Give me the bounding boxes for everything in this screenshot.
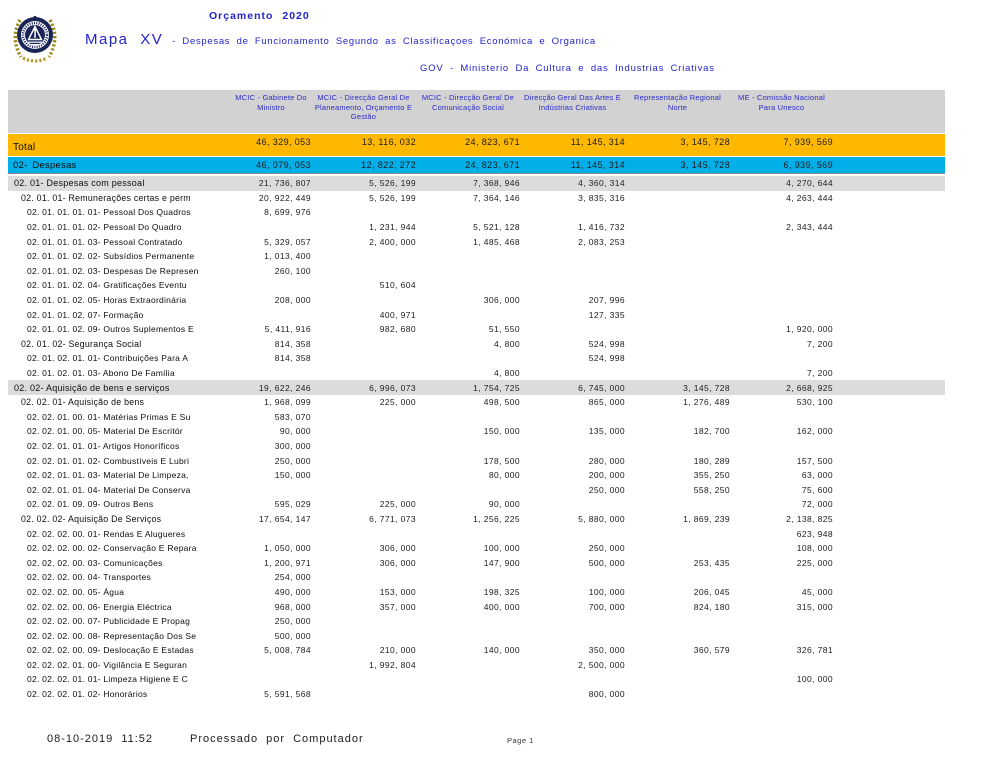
footer-page-number: Page 1: [507, 736, 534, 745]
table-row: [8, 585, 945, 600]
row-label: 02. 01. 01- Remunerações certas e perm: [21, 192, 191, 203]
cell-value: 5, 880, 000: [578, 513, 625, 524]
cell-value: 530, 100: [796, 397, 833, 408]
cell-value: 326, 781: [796, 645, 833, 656]
cell-value: 5, 526, 199: [369, 178, 416, 189]
row-label: 02. 02. 02. 00. 08- Representação Dos Se: [27, 630, 197, 641]
cell-value: 4, 263, 444: [786, 192, 833, 203]
cell-value: 225, 000: [796, 557, 833, 568]
row-label: 02. 02. 02. 00. 06- Energia Eléctrica: [27, 601, 172, 612]
header-filler: [833, 90, 945, 93]
cell-value: 7, 200: [806, 338, 833, 349]
cell-value: 250, 000: [274, 616, 311, 627]
row-label: 02. 01. 01. 02. 02- Subsídios Permanente: [27, 251, 195, 262]
cell-value: 5, 526, 199: [369, 192, 416, 203]
cell-value: 100, 000: [796, 674, 833, 685]
cell-value: 800, 000: [588, 689, 625, 700]
total-value: 46, 329, 053: [256, 137, 311, 147]
cell-value: 72, 000: [801, 499, 833, 510]
cell-value: 210, 000: [379, 645, 416, 656]
total-value: 7, 939, 569: [783, 137, 833, 147]
column-header: MCIC - Direcção Geral De Comunicação Social: [421, 93, 515, 112]
cell-value: 140, 000: [483, 645, 520, 656]
cell-value: 300, 000: [274, 440, 311, 451]
cell-value: 2, 500, 000: [578, 659, 625, 670]
cell-value: 5, 521, 128: [473, 222, 520, 233]
row-label: 02. 01. 02- Segurança Social: [21, 338, 142, 349]
cell-value: 524, 998: [588, 353, 625, 364]
label-column-header: [8, 90, 231, 93]
cell-value: 558, 250: [693, 484, 730, 495]
cell-value: 350, 000: [588, 645, 625, 656]
row-label: 02. 02. 01- Aquisição de bens: [21, 397, 145, 408]
table-row: [8, 234, 945, 249]
table-row: [8, 424, 945, 439]
despesas-label: 02- Despesas: [13, 159, 77, 171]
table-row: [8, 570, 945, 585]
row-label: 02. 02. 02. 00. 09- Deslocação E Estadas: [27, 645, 194, 656]
table-row: [8, 191, 945, 206]
total-row: [8, 134, 945, 156]
row-label: 02. 02. 01. 00. 05- Material De Escritór: [27, 426, 183, 437]
row-label: 02. 02. 02. 01. 01- Limpeza Higiene E C: [27, 674, 188, 685]
row-label: 02. 02. 02. 00. 03- Comunicações: [27, 557, 163, 568]
table-row: [8, 351, 945, 366]
total-value: 11, 145, 314: [570, 137, 625, 147]
cell-value: 400, 971: [379, 309, 416, 320]
cell-value: 5, 008, 784: [264, 645, 311, 656]
cell-value: 206, 045: [693, 586, 730, 597]
cell-value: 982, 680: [379, 324, 416, 335]
cell-value: 306, 000: [379, 543, 416, 554]
table-row: [8, 176, 945, 191]
row-label: 02. 02. 01. 00. 01- Matérias Primas E Su: [27, 411, 191, 422]
cell-value: 1, 754, 725: [473, 382, 520, 393]
map-title-line: [85, 31, 596, 48]
row-label: 02. 01. 02. 01. 03- Abono De Família: [27, 368, 175, 379]
cell-value: 865, 000: [588, 397, 625, 408]
cell-value: 968, 000: [274, 601, 311, 612]
cell-value: 5, 591, 568: [264, 689, 311, 700]
cell-value: 90, 000: [279, 426, 311, 437]
table-row: [8, 439, 945, 454]
cell-value: 208, 000: [274, 295, 311, 306]
row-label: 02. 01. 02. 01. 01- Contribuições Para A: [27, 353, 189, 364]
row-label: 02. 02. 02. 00. 05- Água: [27, 586, 125, 597]
total-value: 3, 145, 728: [680, 137, 730, 147]
table-row: [8, 395, 945, 410]
cell-value: 150, 000: [274, 470, 311, 481]
cell-value: 182, 700: [693, 426, 730, 437]
table-body: [8, 176, 945, 701]
despesas-value: 46, 079, 053: [256, 160, 311, 170]
cell-value: 357, 000: [379, 601, 416, 612]
cell-value: 6, 771, 073: [369, 513, 416, 524]
despesas-value: 3, 145, 728: [680, 160, 730, 170]
cell-value: 127, 335: [588, 309, 625, 320]
cape-verde-emblem-logo: [9, 8, 61, 69]
row-label: 02. 01. 01. 01. 02- Pessoal Do Quadro: [27, 222, 182, 233]
table-row: [8, 497, 945, 512]
cell-value: 1, 920, 000: [786, 324, 833, 335]
row-label: 02. 02. 02. 01. 00- Vigilância E Seguran: [27, 659, 188, 670]
cell-value: 250, 000: [588, 543, 625, 554]
row-label: 02. 01. 01. 01. 01- Pessoal Dos Quadros: [27, 207, 191, 218]
row-label: 02. 02. 02. 01. 02- Honorários: [27, 689, 148, 700]
cell-value: 1, 200, 971: [264, 557, 311, 568]
row-label: 02. 02. 01. 09. 09- Outros Bens: [27, 499, 154, 510]
column-header: MCIC - Direcção Geral De Planeamento, Orçamento E Gestão: [314, 93, 413, 121]
table-row: [8, 453, 945, 468]
table-row: [8, 205, 945, 220]
table-row: [8, 687, 945, 702]
cell-value: 1, 276, 489: [683, 397, 730, 408]
cell-value: 253, 435: [693, 557, 730, 568]
cell-value: 3, 145, 728: [683, 382, 730, 393]
row-label: 02. 02. 01. 01. 04- Material De Conserva: [27, 484, 191, 495]
cell-value: 280, 000: [588, 455, 625, 466]
cell-value: 178, 500: [483, 455, 520, 466]
row-label: 02. 01. 01. 02. 03- Despesas De Represen: [27, 265, 199, 276]
row-label: 02. 01. 01. 02. 09- Outros Suplementos E: [27, 324, 194, 335]
table-row: [8, 599, 945, 614]
table-row: [8, 628, 945, 643]
column-header: ME - Comissão Nacional Para Unesco: [738, 93, 825, 112]
cell-value: 814, 358: [274, 353, 311, 364]
cell-value: 524, 998: [588, 338, 625, 349]
cell-value: 250, 000: [274, 455, 311, 466]
table-row: [8, 264, 945, 279]
row-filler: [833, 134, 945, 137]
cell-value: 7, 368, 946: [473, 178, 520, 189]
cell-value: 6, 745, 000: [578, 382, 625, 393]
table-row: [8, 380, 945, 395]
despesas-value: 6, 939, 569: [783, 160, 833, 170]
cell-value: 1, 416, 732: [578, 222, 625, 233]
table-row: [8, 526, 945, 541]
table-row: [8, 468, 945, 483]
cell-value: 51, 550: [488, 324, 520, 335]
column-header: Direcção Geral Das Artes E Indústrias Criativas: [524, 93, 621, 112]
cell-value: 1, 256, 225: [473, 513, 520, 524]
cell-value: 4, 360, 314: [578, 178, 625, 189]
row-label: 02. 02. 01. 01. 01- Artigos Honoríficos: [27, 440, 180, 451]
cell-value: 2, 138, 825: [786, 513, 833, 524]
cell-value: 135, 000: [588, 426, 625, 437]
table-row: [8, 658, 945, 673]
table-row: [8, 555, 945, 570]
cell-value: 3, 835, 316: [578, 192, 625, 203]
table-row: [8, 220, 945, 235]
table-row: [8, 337, 945, 352]
cell-value: 100, 000: [588, 586, 625, 597]
table-row: [8, 307, 945, 322]
cell-value: 1, 231, 944: [369, 222, 416, 233]
cell-value: 254, 000: [274, 572, 311, 583]
emblem-icon: [9, 8, 61, 64]
total-value: 13, 116, 032: [361, 137, 416, 147]
total-label: Total: [13, 142, 36, 153]
cell-value: 7, 200: [806, 368, 833, 379]
cell-value: 200, 000: [588, 470, 625, 481]
cell-value: 147, 900: [483, 557, 520, 568]
cell-value: 5, 329, 057: [264, 236, 311, 247]
map-number: Mapa XV: [85, 31, 164, 48]
row-label: 02. 02. 01. 01. 03- Material De Limpeza,: [27, 470, 189, 481]
table-row: [8, 541, 945, 556]
cell-value: 21, 736, 807: [258, 178, 311, 189]
cell-value: 700, 000: [588, 601, 625, 612]
table-row: [8, 614, 945, 629]
cell-value: 225, 000: [379, 499, 416, 510]
cell-value: 306, 000: [483, 295, 520, 306]
row-label: 02. 01. 01. 02. 07- Formação: [27, 309, 144, 320]
table-row: [8, 482, 945, 497]
column-header: MCIC - Gabinete Do Ministro: [235, 93, 307, 112]
cell-value: 510, 604: [379, 280, 416, 291]
table-row: [8, 366, 945, 381]
total-value: 24, 823, 671: [465, 137, 520, 147]
row-label: 02. 02. 01. 01. 02- Combustíveis E Lubri: [27, 455, 190, 466]
cell-value: 498, 500: [483, 397, 520, 408]
ministry-line: GOV - Ministerio Da Cultura e das Industrias Criativas: [420, 63, 715, 74]
cell-value: 360, 579: [693, 645, 730, 656]
cell-value: 100, 000: [483, 543, 520, 554]
cell-value: 1, 485, 468: [473, 236, 520, 247]
cell-value: 5, 411, 916: [264, 324, 311, 335]
cell-value: 90, 000: [488, 499, 520, 510]
cell-value: 157, 500: [796, 455, 833, 466]
despesas-value: 12, 822, 272: [361, 160, 416, 170]
cell-value: 17, 654, 147: [258, 513, 311, 524]
table-row: [8, 293, 945, 308]
cell-value: 583, 070: [274, 411, 311, 422]
cell-value: 595, 029: [274, 499, 311, 510]
footer-datetime: 08-10-2019 11:52: [47, 733, 154, 745]
cell-value: 2, 083, 253: [578, 236, 625, 247]
row-label: 02. 01. 01. 01. 03- Pessoal Contratado: [27, 236, 183, 247]
cell-value: 2, 343, 444: [786, 222, 833, 233]
table-row: [8, 278, 945, 293]
row-label: 02. 02. 02. 00. 04- Transportes: [27, 572, 151, 583]
cell-value: 4, 270, 644: [786, 178, 833, 189]
cell-value: 7, 364, 146: [473, 192, 520, 203]
document-title: Orçamento 2020: [209, 10, 310, 22]
cell-value: 162, 000: [796, 426, 833, 437]
cell-value: 1, 013, 400: [264, 251, 311, 262]
cell-value: 1, 869, 239: [683, 513, 730, 524]
cell-value: 814, 358: [274, 338, 311, 349]
cell-value: 80, 000: [488, 470, 520, 481]
cell-value: 198, 325: [483, 586, 520, 597]
cell-value: 207, 996: [588, 295, 625, 306]
budget-table: [8, 90, 945, 701]
cell-value: 500, 000: [588, 557, 625, 568]
cell-value: 250, 000: [588, 484, 625, 495]
row-label: 02. 02. 02. 00. 01- Rendas E Alugueres: [27, 528, 186, 539]
row-label: 02. 01. 01. 02. 04- Gratificações Eventu: [27, 280, 187, 291]
cell-value: 2, 668, 925: [786, 382, 833, 393]
row-label: 02. 02. 02- Aquisição De Serviços: [21, 513, 162, 524]
cell-value: 315, 000: [796, 601, 833, 612]
despesas-value: 24, 823, 671: [465, 160, 520, 170]
cell-value: 824, 180: [693, 601, 730, 612]
table-row: [8, 249, 945, 264]
map-description: - Despesas de Funcionamento Segundo as Classificaçoes Económica e Organica: [172, 36, 596, 47]
cell-value: 45, 000: [801, 586, 833, 597]
cell-value: 180, 289: [693, 455, 730, 466]
table-header-row: [8, 90, 945, 133]
cell-value: 4, 800: [493, 368, 520, 379]
cell-value: 20, 922, 449: [258, 192, 311, 203]
cell-value: 153, 000: [379, 586, 416, 597]
column-header: Representação Regional Norte: [634, 93, 721, 112]
cell-value: 8, 699, 976: [264, 207, 311, 218]
cell-value: 150, 000: [483, 426, 520, 437]
row-label: 02. 02. 02. 00. 02- Conservação E Repara: [27, 543, 197, 554]
cell-value: 75, 600: [801, 484, 833, 495]
cell-value: 6, 996, 073: [369, 382, 416, 393]
despesas-row: [8, 157, 945, 174]
cell-value: 1, 050, 000: [264, 543, 311, 554]
cell-value: 2, 400, 000: [369, 236, 416, 247]
row-label: 02. 02- Aquisição de bens e serviços: [14, 382, 170, 393]
cell-value: 1, 992, 804: [369, 659, 416, 670]
cell-value: 1, 968, 099: [264, 397, 311, 408]
cell-value: 306, 000: [379, 557, 416, 568]
cell-value: 500, 000: [274, 630, 311, 641]
table-row: [8, 512, 945, 527]
cell-value: 400, 000: [483, 601, 520, 612]
cell-value: 260, 100: [274, 265, 311, 276]
despesas-value: 11, 145, 314: [570, 160, 625, 170]
table-row: [8, 410, 945, 425]
table-row: [8, 643, 945, 658]
footer-processed-by: Processado por Computador: [190, 733, 364, 745]
cell-value: 225, 000: [379, 397, 416, 408]
cell-value: 623, 948: [796, 528, 833, 539]
row-label: 02. 01. 01. 02. 05- Horas Extraordinária: [27, 295, 187, 306]
cell-value: 490, 000: [274, 586, 311, 597]
cell-value: 355, 250: [693, 470, 730, 481]
table-row: [8, 322, 945, 337]
row-label: 02. 02. 02. 00. 07- Publicidade E Propag: [27, 616, 191, 627]
cell-value: 4, 800: [493, 338, 520, 349]
cell-value: 19, 622, 246: [258, 382, 311, 393]
cell-value: 63, 000: [801, 470, 833, 481]
row-label: 02. 01- Despesas com pessoal: [14, 178, 145, 189]
cell-value: 108, 000: [796, 543, 833, 554]
table-row: [8, 672, 945, 687]
